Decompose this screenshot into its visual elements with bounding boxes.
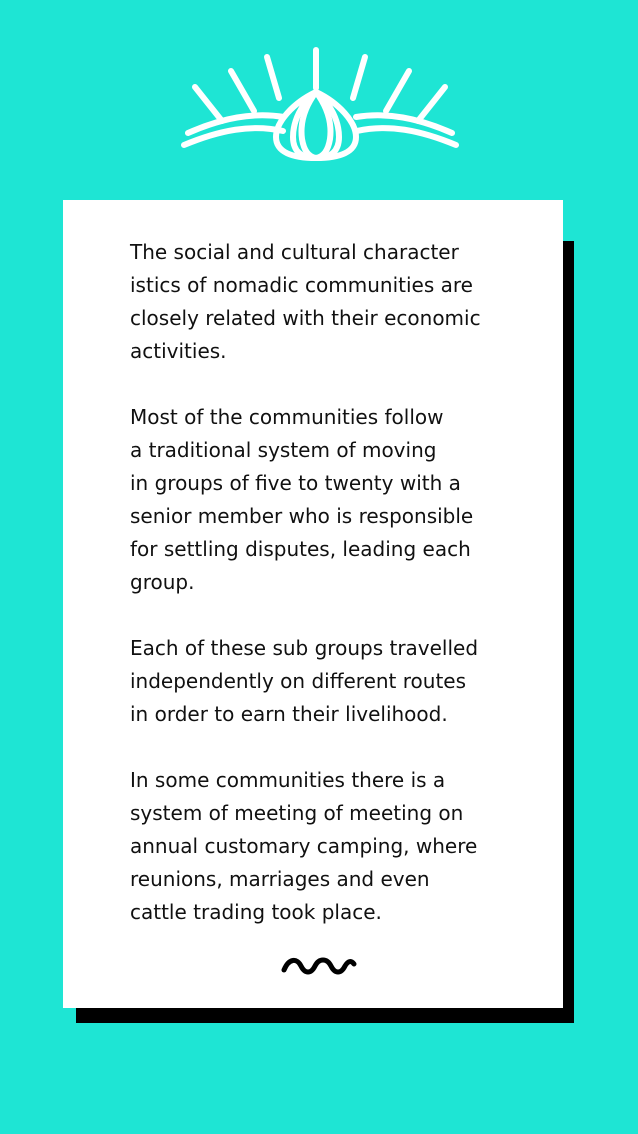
- text-line: In some communities there is a: [130, 768, 446, 792]
- paragraph: [130, 236, 550, 368]
- lotus-rays-icon: [180, 44, 460, 162]
- paragraph: [130, 401, 550, 599]
- text-line: senior member who is responsible: [130, 504, 474, 528]
- text-line: group.: [130, 570, 195, 594]
- text-line: annual customary camping, where: [130, 834, 478, 858]
- content-card: [63, 200, 563, 1008]
- text-line: a traditional system of moving: [130, 438, 437, 462]
- text-line: activities.: [130, 339, 227, 363]
- text-line: independently on different routes: [130, 669, 467, 693]
- text-line: reunions, marriages and even: [130, 867, 430, 891]
- text-line: Each of these sub groups travelled: [130, 636, 479, 660]
- text-line: in order to earn their livelihood.: [130, 702, 448, 726]
- text-line: closely related with their economic: [130, 306, 481, 330]
- paragraph: [130, 632, 550, 731]
- paragraph: [130, 764, 550, 929]
- text-line: istics of nomadic communities are: [130, 273, 473, 297]
- text-line: cattle trading took place.: [130, 900, 382, 924]
- text-line: Most of the communities follow: [130, 405, 444, 429]
- text-line: The social and cultural character: [130, 240, 459, 264]
- text-line: in groups of five to twenty with a: [130, 471, 461, 495]
- text-line: for settling disputes, leading each: [130, 537, 471, 561]
- text-line: system of meeting of meeting on: [130, 801, 464, 825]
- wave-divider-icon: [281, 952, 357, 976]
- content-text: [130, 236, 550, 929]
